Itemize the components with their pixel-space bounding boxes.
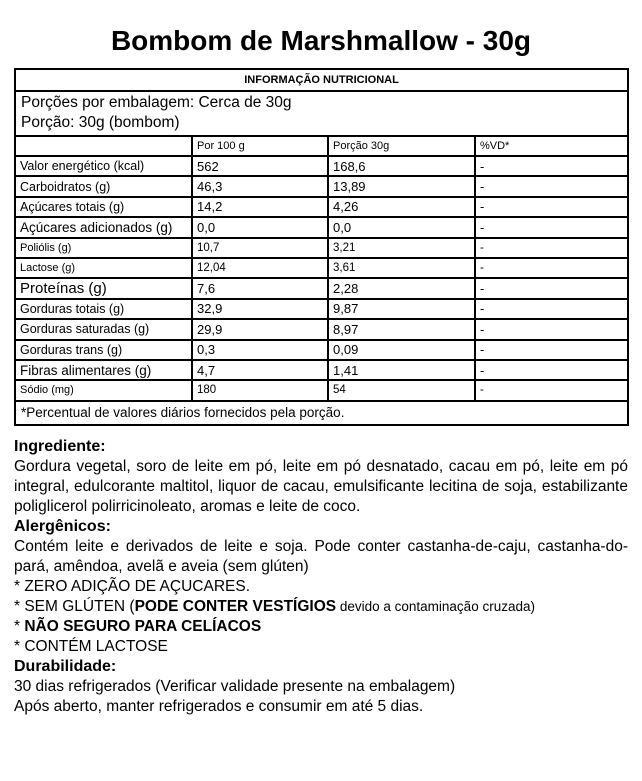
- value-per-100g: 7,6: [192, 278, 328, 298]
- servings-per-package: Porções por embalagem: Cerca de 30g: [21, 94, 292, 111]
- col-header-portion: Porção 30g: [328, 136, 475, 156]
- row-label: Sódio (mg): [15, 380, 192, 400]
- note-segment: PODE CONTER VESTÍGIOS: [134, 597, 337, 615]
- note-line: [14, 617, 628, 637]
- value-per-100g: 10,7: [192, 238, 328, 258]
- value-portion-30g: 13,89: [328, 176, 475, 196]
- allergens-heading: Alergênicos:: [14, 517, 111, 535]
- note-line: [14, 597, 628, 617]
- table-row: [15, 217, 628, 237]
- column-header-row: [15, 136, 628, 156]
- table-row: [15, 176, 628, 196]
- product-info: [14, 437, 628, 717]
- table-row: [15, 156, 628, 176]
- value-vd-percent: -: [475, 176, 628, 196]
- durability-line-2: Após aberto, manter refrigerados e consumir em até 5 dias.: [14, 697, 424, 715]
- row-label: Gorduras totais (g): [15, 299, 192, 319]
- table-title-row: [15, 69, 628, 91]
- table-row: [15, 319, 628, 339]
- row-label: Valor energético (kcal): [15, 156, 192, 176]
- serving-size: Porção: 30g (bombom): [21, 114, 180, 131]
- value-portion-30g: 54: [328, 380, 475, 400]
- table-row: [15, 340, 628, 360]
- value-vd-percent: -: [475, 258, 628, 278]
- table-row: [15, 278, 628, 298]
- table-row: [15, 360, 628, 380]
- value-per-100g: 14,2: [192, 197, 328, 217]
- ingredients-text: Gordura vegetal, soro de leite em pó, leite em pó desnatado, cacau em pó, leite em pó integral, edulcorante maltitol, liquor de cacau, emulsificante lecitina de soja, estabilizante poliglicerol polirricinoleato, aromas e leite de coco.: [14, 457, 628, 515]
- note-line: [14, 577, 628, 597]
- value-vd-percent: -: [475, 360, 628, 380]
- row-label: Gorduras trans (g): [15, 340, 192, 360]
- value-portion-30g: 0,0: [328, 217, 475, 237]
- row-label: Poliólis (g): [15, 238, 192, 258]
- table-row: [15, 258, 628, 278]
- value-portion-30g: 0,09: [328, 340, 475, 360]
- row-label: Lactose (g): [15, 258, 192, 278]
- value-per-100g: 32,9: [192, 299, 328, 319]
- value-vd-percent: -: [475, 380, 628, 400]
- note-line: [14, 637, 628, 657]
- value-portion-30g: 8,97: [328, 319, 475, 339]
- servings-cell: [15, 91, 628, 136]
- note-segment: *: [14, 617, 25, 635]
- value-portion-30g: 3,61: [328, 258, 475, 278]
- value-vd-percent: -: [475, 238, 628, 258]
- value-vd-percent: -: [475, 319, 628, 339]
- value-portion-30g: 2,28: [328, 278, 475, 298]
- row-label: Carboidratos (g): [15, 176, 192, 196]
- value-per-100g: 180: [192, 380, 328, 400]
- page-title: Bombom de Marshmallow - 30g: [110, 25, 532, 56]
- row-label: Proteínas (g): [15, 278, 192, 298]
- nutrition-table: [14, 68, 629, 426]
- value-vd-percent: -: [475, 156, 628, 176]
- value-per-100g: 4,7: [192, 360, 328, 380]
- note-segment: * SEM GLÚTEN (: [14, 597, 135, 615]
- table-row: [15, 197, 628, 217]
- value-vd-percent: -: [475, 197, 628, 217]
- col-header-vd: %VD*: [475, 136, 628, 156]
- note-segment: * ZERO ADIÇÃO DE AÇUCARES.: [14, 577, 250, 595]
- value-vd-percent: -: [475, 278, 628, 298]
- value-per-100g: 0,3: [192, 340, 328, 360]
- note-segment: * CONTÉM LACTOSE: [14, 637, 168, 655]
- value-portion-30g: 168,6: [328, 156, 475, 176]
- row-label: Açúcares totais (g): [15, 197, 192, 217]
- note-segment: devido a contaminação cruzada): [336, 598, 535, 614]
- value-vd-percent: -: [475, 340, 628, 360]
- table-row: [15, 238, 628, 258]
- allergen-notes: [14, 577, 628, 657]
- value-per-100g: 12,04: [192, 258, 328, 278]
- footnote-row: [15, 401, 628, 425]
- table-footnote: *Percentual de valores diários fornecidos pela porção.: [15, 401, 628, 425]
- value-per-100g: 0,0: [192, 217, 328, 237]
- table-row: [15, 380, 628, 400]
- note-segment: NÃO SEGURO PARA CELÍACOS: [24, 617, 262, 635]
- value-portion-30g: 1,41: [328, 360, 475, 380]
- col-header-empty: [15, 136, 192, 156]
- value-per-100g: 562: [192, 156, 328, 176]
- row-label: Açúcares adicionados (g): [15, 217, 192, 237]
- value-per-100g: 29,9: [192, 319, 328, 339]
- ingredients-heading: Ingrediente:: [14, 437, 106, 455]
- value-vd-percent: -: [475, 299, 628, 319]
- col-header-per-100g: Por 100 g: [192, 136, 328, 156]
- value-portion-30g: 4,26: [328, 197, 475, 217]
- value-per-100g: 46,3: [192, 176, 328, 196]
- servings-row: [15, 91, 628, 136]
- value-portion-30g: 3,21: [328, 238, 475, 258]
- nutrition-rows: [15, 156, 628, 401]
- row-label: Gorduras saturadas (g): [15, 319, 192, 339]
- value-portion-30g: 9,87: [328, 299, 475, 319]
- row-label: Fibras alimentares (g): [15, 360, 192, 380]
- value-vd-percent: -: [475, 217, 628, 237]
- durability-line-1: 30 dias refrigerados (Verificar validade presente na embalagem): [14, 677, 456, 695]
- table-title: INFORMAÇÃO NUTRICIONAL: [15, 69, 628, 91]
- allergens-text: Contém leite e derivados de leite e soja. Pode conter castanha-de-caju, castanha-do-pará, amêndoa, avelã e aveia (sem glúten): [14, 537, 628, 575]
- table-row: [15, 299, 628, 319]
- durability-heading: Durabilidade:: [14, 657, 117, 675]
